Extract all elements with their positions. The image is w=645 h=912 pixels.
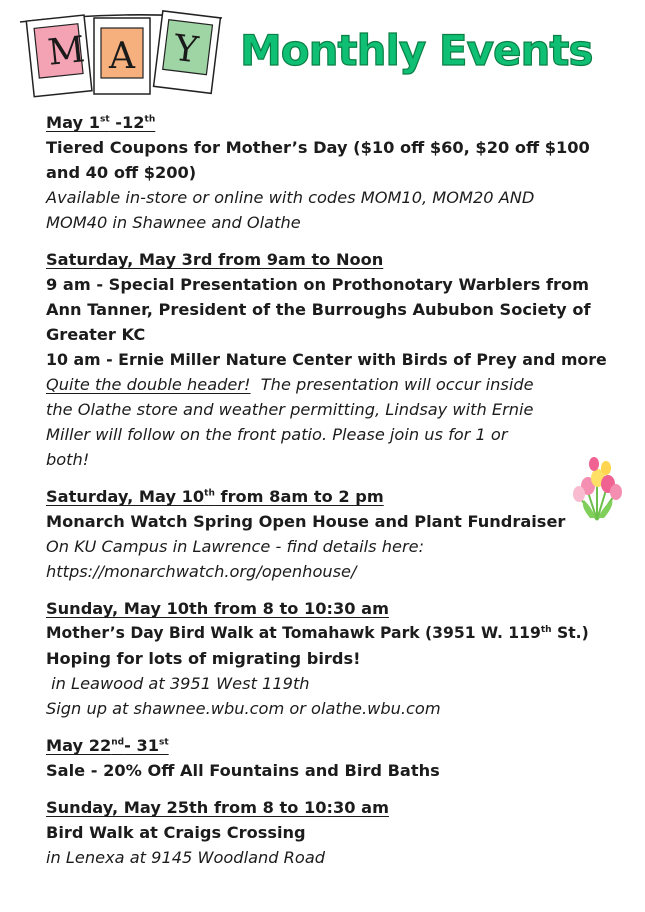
event-note: Sign up at shawnee.wbu.com or olathe.wbu.com [46, 699, 441, 718]
event-date: Saturday, May 10th from 8am to 2 pm [46, 487, 384, 506]
event-presentation [46, 247, 626, 472]
event-title: Monarch Watch Spring Open House and Plant Fundraiser [46, 512, 566, 531]
tulip-bouquet-icon [566, 456, 628, 522]
event-title-cont: Greater KC [46, 325, 146, 344]
event-fountain-sale [46, 733, 626, 783]
events-list [46, 110, 626, 882]
event-date: Sunday, May 10th from 8 to 10:30 am [46, 599, 389, 618]
event-note-lead: Quite the double header! [46, 375, 251, 394]
event-note: the Olathe store and weather permitting, Lindsay with Ernie [46, 400, 534, 419]
event-title: Bird Walk at Craigs Crossing [46, 823, 306, 842]
event-note: Miller will follow on the front patio. Please join us for 1 or [46, 425, 508, 444]
event-title-cont: and 40 off $200) [46, 163, 197, 182]
event-link[interactable]: https://monarchwatch.org/openhouse/ [46, 562, 357, 581]
bunting-letter-a: A [109, 36, 135, 77]
bunting-letter-y: Y [171, 27, 201, 72]
event-title: Sale - 20% Off All Fountains and Bird Baths [46, 761, 440, 780]
event-title: 9 am - Special Presentation on Prothonotary Warblers from [46, 275, 590, 294]
event-coupons [46, 110, 626, 235]
event-craigs-crossing-walk [46, 795, 626, 870]
event-monarch-watch [46, 484, 626, 584]
event-note: in Lenexa at 9145 Woodland Road [46, 848, 326, 867]
event-title-cont: Hoping for lots of migrating birds! [46, 649, 361, 668]
bunting-letter-m: M [45, 29, 87, 74]
page-title: Monthly Events [240, 26, 593, 75]
event-title-cont: Ann Tanner, President of the Burroughs Aububon Society of [46, 300, 591, 319]
event-note: Available in-store or online with codes MOM10, MOM20 AND [46, 188, 535, 207]
event-title: Mother’s Day Bird Walk at Tomahawk Park (3951 W. 119th St.) [46, 624, 589, 642]
event-date: Saturday, May 3rd from 9am to Noon [46, 250, 384, 269]
header [0, 0, 645, 105]
event-date: Sunday, May 25th from 8 to 10:30 am [46, 798, 389, 817]
event-title: Tiered Coupons for Mother’s Day ($10 off $60, $20 off $100 [46, 138, 590, 157]
event-title-2: 10 am - Ernie Miller Nature Center with Birds of Prey and more [46, 350, 607, 369]
event-tomahawk-walk [46, 596, 626, 721]
event-note: both! [46, 450, 90, 469]
event-date: May 22nd- 31st [46, 736, 169, 755]
event-note: Quite the double header! The presentation will occur inside [46, 375, 534, 394]
event-note: On KU Campus in Lawrence - find details here: [46, 537, 425, 556]
event-note: in Leawood at 3951 West 119th [46, 674, 310, 693]
event-date: May 1st -12th [46, 113, 156, 132]
event-note: MOM40 in Shawnee and Olathe [46, 213, 301, 232]
